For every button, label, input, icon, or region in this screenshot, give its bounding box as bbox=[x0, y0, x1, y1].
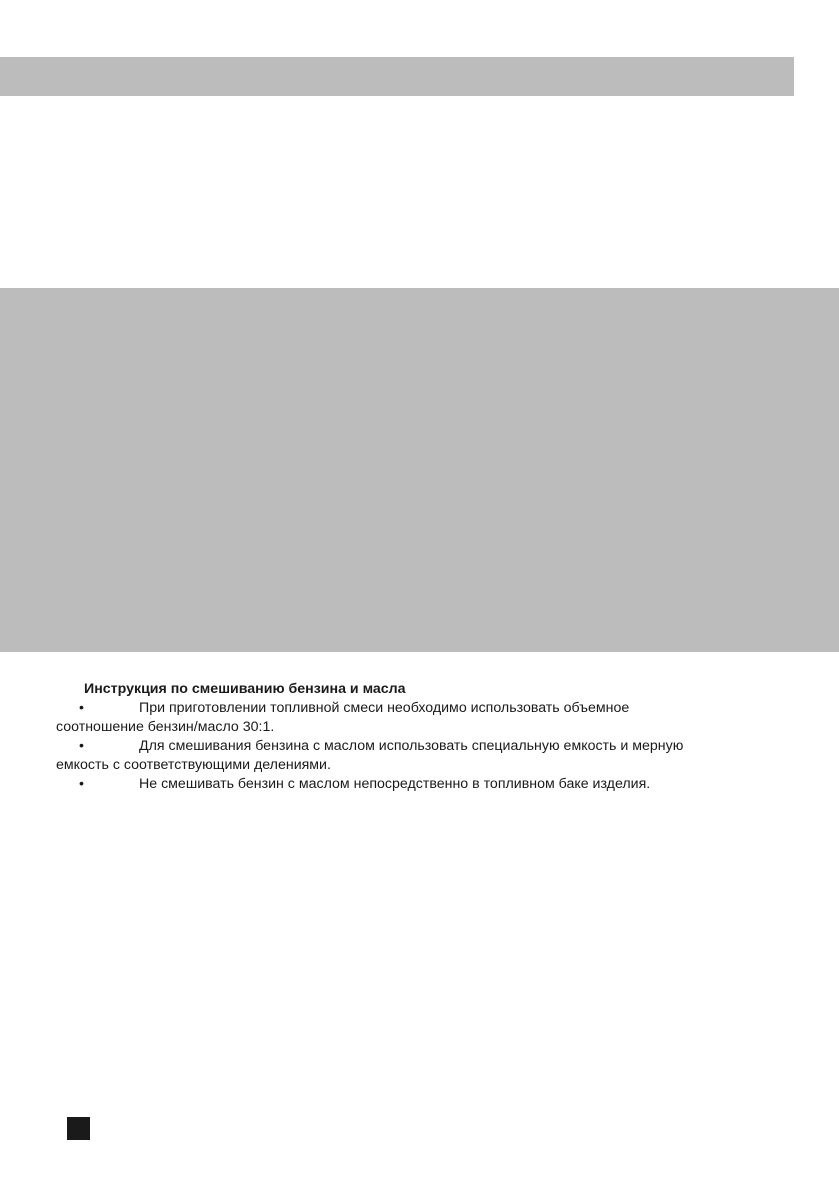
page-marker-square bbox=[67, 1117, 90, 1140]
bullet-item-3 bbox=[56, 775, 776, 794]
bullet-item-1 bbox=[56, 699, 776, 737]
bullet-text: При приготовлении топливной смеси необходимо использовать объемное bbox=[139, 700, 630, 716]
bullet-item-2 bbox=[56, 737, 776, 775]
bullet-icon: • bbox=[79, 776, 84, 792]
image-placeholder bbox=[0, 288, 839, 652]
section-heading: Инструкция по смешиванию бензина и масла bbox=[84, 681, 406, 697]
bullet-text-continuation: емкость с соответствующими делениями. bbox=[56, 757, 331, 773]
bullet-text-continuation: соотношение бензин/масло 30:1. bbox=[56, 719, 275, 735]
bullet-icon: • bbox=[79, 700, 84, 716]
bullet-icon: • bbox=[79, 738, 84, 754]
header-band bbox=[0, 57, 794, 96]
bullet-text: Не смешивать бензин с маслом непосредственно в топливном баке изделия. bbox=[139, 776, 651, 792]
instructions-section bbox=[56, 680, 776, 794]
bullet-text: Для смешивания бензина с маслом использовать специальную емкость и мерную bbox=[139, 738, 684, 754]
